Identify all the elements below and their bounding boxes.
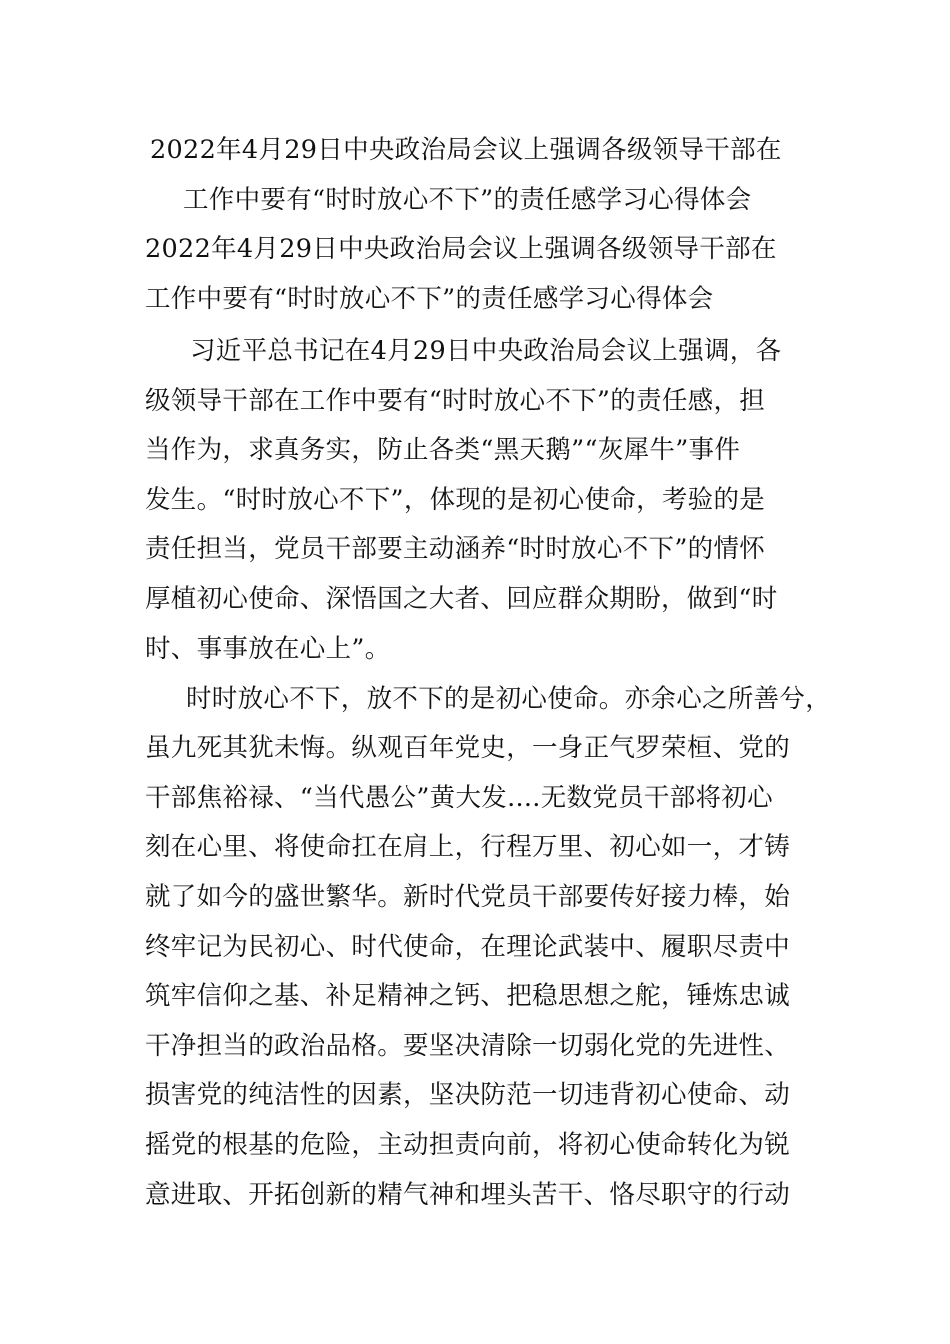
paragraph-2-line: 损害党的纯洁性的因素，坚决防范一切违背初心使命、动 [145, 1080, 791, 1110]
paragraph-2-line: 筑牢信仰之基、补足精神之钙、把稳思想之舵，锤炼忠诚 [145, 981, 791, 1011]
paragraph-1-line: 厚植初心使命、深悟国之大者、回应群众期盼，做到“时 [145, 584, 778, 614]
paragraph-2-line: 终牢记为民初心、时代使命，在理论武装中、履职尽责中 [145, 932, 791, 962]
paragraph-2-line: 干净担当的政治品格。要坚决清除一切弱化党的先进性、 [145, 1031, 791, 1061]
subtitle-line-2: 工作中要有“时时放心不下”的责任感学习心得体会 [145, 284, 714, 314]
title-line-1: 2022年4月29日中央政治局会议上强调各级领导干部在 [150, 135, 782, 165]
paragraph-2-line: 摇党的根基的危险，主动担责向前，将初心使命转化为锐 [145, 1130, 791, 1160]
paragraph-2-line: 时时放心不下，放不下的是初心使命。亦余心之所善兮， [186, 684, 832, 714]
subtitle-line-1: 2022年4月29日中央政治局会议上强调各级领导干部在 [145, 234, 777, 264]
paragraph-2-line: 意进取、开拓创新的精气神和埋头苦干、恪尽职守的行动 [145, 1180, 791, 1210]
paragraph-1-line: 级领导干部在工作中要有“时时放心不下”的责任感，担 [145, 386, 766, 416]
title-line-2: 工作中要有“时时放心不下”的责任感学习心得体会 [183, 185, 752, 215]
paragraph-1-line: 发生。“时时放心不下”，体现的是初心使命，考验的是 [145, 485, 766, 515]
paragraph-2-line: 就了如今的盛世繁华。新时代党员干部要传好接力棒，始 [145, 882, 791, 912]
paragraph-1-line: 时、事事放在心上”。 [145, 634, 391, 664]
paragraph-2-line: 刻在心里、将使命扛在肩上，行程万里、初心如一，才铸 [145, 832, 791, 862]
paragraph-1-line: 责任担当，党员干部要主动涵养“时时放心不下”的情怀 [145, 534, 766, 564]
paragraph-2-line: 干部焦裕禄、“当代愚公”黄大发....无数党员干部将初心 [145, 783, 773, 813]
paragraph-1-line: 习近平总书记在4月29日中央政治局会议上强调，各 [190, 336, 782, 366]
paragraph-1-line: 当作为，求真务实，防止各类“黑天鹅”“灰犀牛”事件 [145, 435, 741, 465]
paragraph-2-line: 虽九死其犹未悔。纵观百年党史，一身正气罗荣桓、党的 [145, 733, 791, 763]
